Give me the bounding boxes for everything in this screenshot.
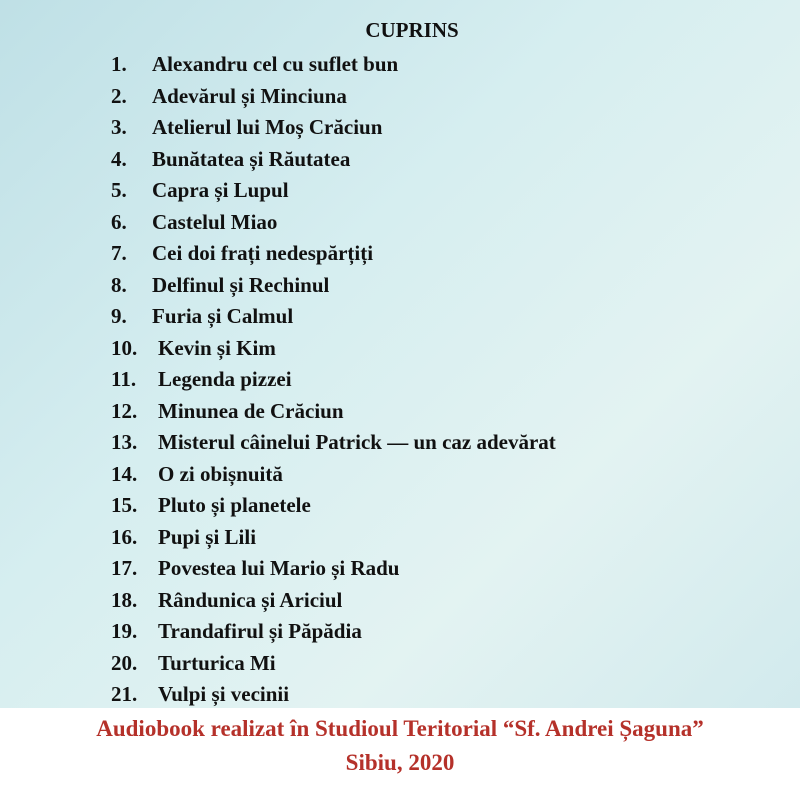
- toc-item-number: 13.: [111, 430, 138, 454]
- toc-item-number: 9.: [111, 304, 127, 328]
- toc-item-title: Misterul câinelui Patrick — un caz adevărat: [158, 430, 556, 454]
- toc-item-number: 12.: [111, 398, 138, 423]
- toc-item-number: 17.: [111, 556, 138, 580]
- toc-item-number: 6.: [111, 209, 127, 234]
- toc-heading: CUPRINS: [365, 18, 459, 42]
- toc-item-title: Povestea lui Mario și Radu: [158, 556, 400, 580]
- toc-item-number: 15.: [111, 493, 138, 517]
- footer-credit: Audiobook realizat în Studioul Teritorial “Sf. Andrei Șaguna”: [96, 716, 704, 741]
- toc-item-title: Turturica Mi: [158, 650, 276, 675]
- toc-item-number: 11.: [111, 367, 137, 391]
- toc-item-title: Pluto și planetele: [158, 493, 311, 517]
- toc-item-title: Minunea de Crăciun: [158, 398, 344, 423]
- toc-item-number: 7.: [111, 241, 127, 265]
- toc-item-number: 4.: [111, 146, 127, 171]
- toc-item-title: Atelierul lui Moș Crăciun: [152, 115, 383, 139]
- toc-item-title: Vulpi și vecinii: [158, 682, 290, 706]
- toc-item-number: 21.: [111, 682, 138, 706]
- toc-item-title: Bunătatea și Răutatea: [152, 146, 351, 171]
- toc-item-title: Capra și Lupul: [152, 178, 289, 202]
- toc-item-title: Adevărul și Minciuna: [152, 83, 347, 108]
- toc-item-title: Legenda pizzei: [158, 367, 292, 391]
- toc-item-number: 1.: [111, 52, 127, 76]
- toc-item-title: Furia și Calmul: [152, 304, 294, 328]
- toc-item-title: Alexandru cel cu suflet bun: [152, 52, 399, 76]
- toc-item-title: O zi obișnuită: [158, 461, 283, 486]
- toc-item-number: 8.: [111, 272, 127, 297]
- toc-item-title: Rândunica și Ariciul: [158, 587, 343, 612]
- toc-item-title: Trandafirul și Păpădia: [158, 619, 362, 643]
- toc-item-number: 18.: [111, 587, 138, 612]
- toc-item-number: 3.: [111, 115, 127, 139]
- toc-item-number: 16.: [111, 524, 138, 549]
- toc-item-title: Cei doi frați nedespărțiți: [152, 241, 374, 265]
- toc-item-title: Pupi și Lili: [158, 524, 257, 549]
- toc-item-number: 10.: [111, 335, 138, 360]
- footer-place-year: Sibiu, 2020: [345, 750, 455, 775]
- toc-item-number: 20.: [111, 650, 138, 675]
- toc-item-title: Castelul Miao: [152, 209, 278, 234]
- toc-item-number: 19.: [111, 619, 138, 643]
- toc-item-number: 14.: [111, 461, 138, 486]
- toc-item-title: Delfinul și Rechinul: [152, 272, 330, 297]
- toc-item-title: Kevin și Kim: [158, 335, 276, 360]
- toc-item-number: 5.: [111, 178, 127, 202]
- toc-item-number: 2.: [111, 83, 127, 108]
